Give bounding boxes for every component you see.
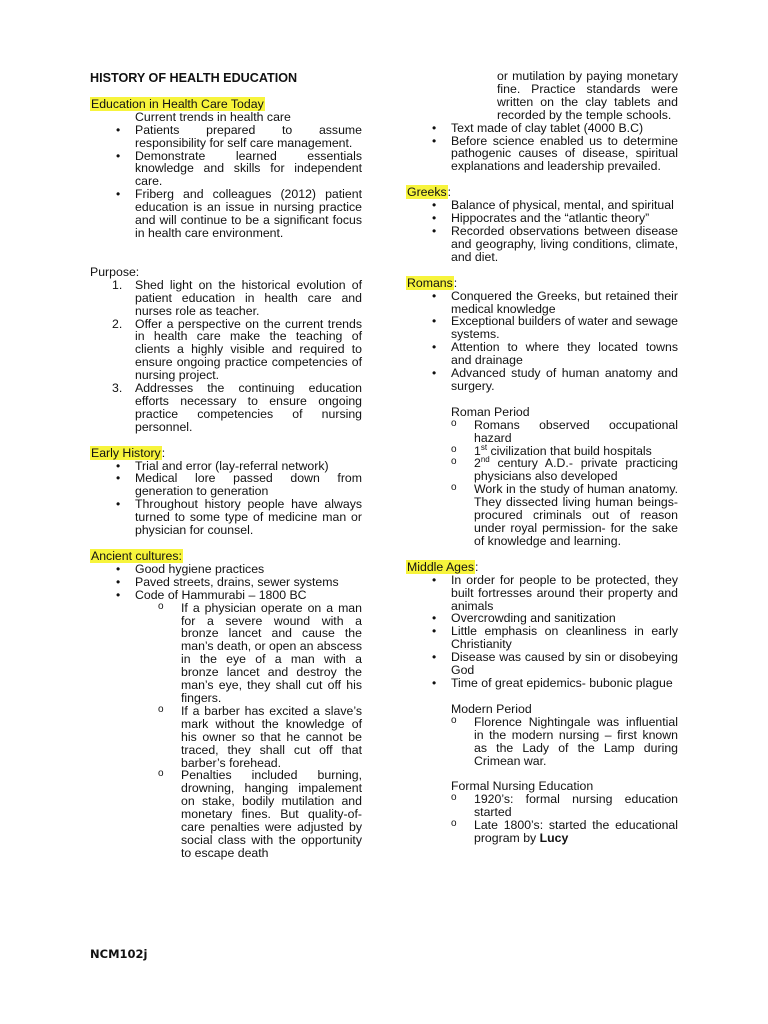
section-heading-early-history: Early History: — [91, 445, 166, 460]
list-item: • Time of great epidemics- bubonic plague — [406, 677, 678, 690]
highlighted-heading: Education in Health Care Today — [91, 96, 264, 111]
ancient-list — [90, 563, 362, 602]
list-item: • Friberg and colleagues (2012) patient education is an issue in nursing practice and will continue to be a significant focus in health care environment. — [90, 188, 362, 240]
list-item: • Patients prepared to assume responsibility for self care management. — [90, 124, 362, 150]
list-item: • Paved streets, drains, sewer systems — [90, 576, 362, 589]
list-item: • Trial and error (lay-referral network) — [90, 460, 362, 473]
section-heading-greeks: Greeks: — [407, 185, 452, 200]
list-item: • Conquered the Greeks, but retained their medical knowledge — [406, 290, 678, 316]
list-item: 3. Addresses the continuing education efforts necessary to ensure ongoing practice competencies of nursing personnel. — [112, 381, 362, 434]
sub-list-item: o 1st civilization that build hospitals — [406, 445, 678, 458]
list-item: • Exceptional builders of water and sewage systems. — [406, 315, 678, 341]
list-item: 1. Shed light on the historical evolution of patient education in health care and nurses role as teacher. — [112, 277, 362, 318]
sub-list-item: o Florence Nightingale was influential in the modern nursing – first known as the Lady of the Lamp during Crimean war. — [406, 716, 678, 768]
romans-list — [406, 290, 678, 393]
early-history-list — [90, 460, 362, 537]
middle-ages-list — [406, 574, 678, 690]
sub-list-item: o Work in the study of human anatomy. They dissected living human beings- procured criminals out of reason under royal permission- for the sake of knowledge and learning. — [406, 483, 678, 548]
list-item: • Good hygiene practices — [90, 563, 362, 576]
sub-list-item: o Penalties included burning, drowning, hanging impalement on stake, bodily mutilation and monetary fines. But quality-of-care penalties were adjusted by social class with the opportunity to escape death — [90, 769, 362, 859]
tablet-list — [406, 122, 678, 174]
sub-list-item: o Late 1800’s: started the educational program by Lucy — [406, 819, 678, 845]
subheading-formal-nursing: Formal Nursing Education — [451, 779, 594, 794]
list-item: • Medical lore passed down from generation to generation — [90, 472, 362, 498]
section-heading-purpose: Purpose: — [90, 264, 140, 279]
today-bullet-list — [90, 124, 362, 240]
section-heading-middle-ages: Middle Ages: — [407, 559, 479, 574]
sub-list-item: o If a barber has excited a slave’s mark without the knowledge of his owner so that he cannot be traced, they shall cut off that barber’s forehead. — [90, 705, 362, 770]
sub-list-item: o 2nd century A.D.- private practicing physicians also developed — [406, 457, 678, 483]
page-footer-code: NCM102j — [90, 947, 148, 961]
purpose-numbered-list — [90, 279, 362, 434]
list-item: • Little emphasis on cleanliness in early Christianity — [406, 625, 678, 651]
list-item: • Attention to where they located towns and drainage — [406, 341, 678, 367]
list-item: • Advanced study of human anatomy and surgery. — [406, 367, 678, 393]
right-column — [406, 70, 678, 845]
list-item: • Balance of physical, mental, and spiritual — [406, 199, 678, 212]
list-item: • Demonstrate learned essentials knowledge and skills for independent care. — [90, 150, 362, 189]
document-title: HISTORY OF HEALTH EDUCATION — [90, 71, 298, 85]
list-item: • Recorded observations between disease and geography, living conditions, climate, and diet. — [406, 225, 678, 264]
list-item: • Hippocrates and the “atlantic theory” — [406, 212, 678, 225]
list-item: • Before science enabled us to determine pathogenic causes of disease, spiritual explanations and leadership prevailed. — [406, 135, 678, 174]
list-item: • Throughout history people have always turned to some type of medicine man or physician for counsel. — [90, 498, 362, 537]
sub-list-item: o If a physician operate on a man for a severe wound with a bronze lancet and cause the man’s death, or open an abscess in the eye of a man with a bronze lancet and destroy the man’s eye, they shall cut off his fingers. — [90, 602, 362, 705]
list-item: 2. Offer a perspective on the current trends in health care make the teaching of clients a highly visible and required to ensure ongoing practice competencies of nursing project. — [112, 316, 362, 383]
section-heading-romans: Romans: — [407, 275, 458, 290]
modern-period-list — [406, 716, 678, 768]
continuation-paragraph: or mutilation by paying monetary fine. Practice standards were written on the clay tablets and recorded by the temple schools. — [497, 69, 678, 122]
sub-list-item: o Romans observed occupational hazard — [406, 419, 678, 445]
section-heading-ancient: Ancient cultures: — [91, 549, 182, 563]
formal-nursing-list — [406, 793, 678, 845]
subheading-modern-period: Modern Period — [451, 701, 532, 716]
list-item: • Overcrowding and sanitization — [406, 612, 678, 625]
greeks-list — [406, 199, 678, 264]
list-item: • Disease was caused by sin or disobeying God — [406, 651, 678, 677]
section-heading-today — [90, 98, 362, 111]
subheading-current-trends: Current trends in health care — [135, 109, 291, 124]
sub-list-item: o 1920’s: formal nursing education started — [406, 793, 678, 819]
list-item: • Code of Hammurabi – 1800 BC — [90, 589, 362, 602]
left-column — [90, 70, 362, 860]
subheading-roman-period: Roman Period — [451, 404, 530, 419]
roman-period-list — [406, 419, 678, 548]
list-item: • Text made of clay tablet (4000 B.C) — [406, 122, 678, 135]
list-item: • In order for people to be protected, they built fortresses around their property and animals — [406, 574, 678, 613]
hammurabi-sub-list — [90, 602, 362, 860]
